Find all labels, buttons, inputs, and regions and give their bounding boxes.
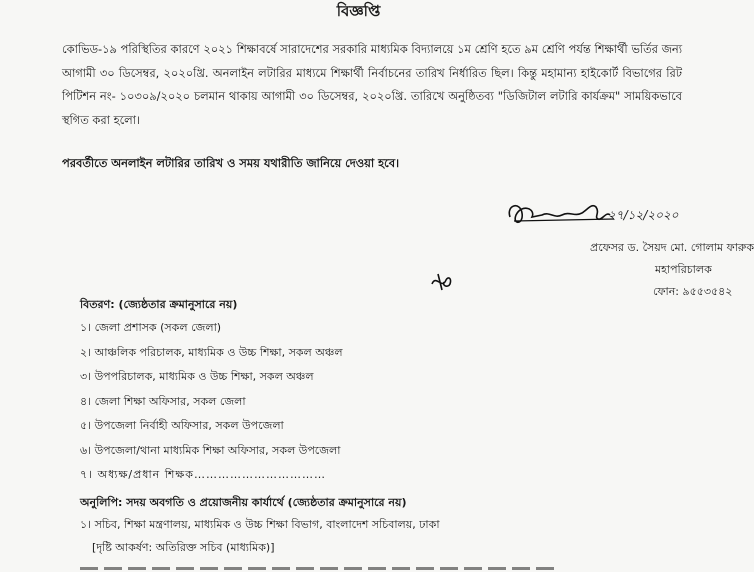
paragraph-text: পরবর্তীতে অনলাইন লটারির তারিখ ও সময় যথারীতি জানিয়ে দেওয়া হবে। [62, 156, 400, 170]
list-item: ১। জেলা প্রশাসক (সকল জেলা) [80, 321, 222, 334]
list-item: ৪। জেলা শিক্ষা অফিসার, সকল জেলা [80, 394, 246, 408]
distribution-heading: বিতরণ: (জ্যেষ্ঠতার ক্রমানুসারে নয়) [80, 298, 238, 311]
signatory-name: প্রফেসর ড. সৈয়দ মো. গোলাম ফারুক [590, 241, 754, 254]
notice-paragraph-main [62, 38, 682, 132]
copy-list [80, 492, 680, 560]
list-item: ৩। উপপরিচালক, মাধ্যমিক ও উচ্চ শিক্ষা, সকল অঞ্চল [80, 370, 314, 383]
list-item: ৭। অধ্যক্ষ/প্রধান শিক্ষক…………………………… [80, 468, 326, 481]
list-item: ১। সচিব, শিক্ষা মন্ত্রণালয়, মাধ্যমিক ও উচ্চ শিক্ষা বিভাগ, বাংলাদেশ সচিবালয়, ঢাকা [80, 518, 440, 531]
signature-date: ২৭/১২/২০২০ [608, 208, 679, 222]
distribution-list [80, 294, 680, 488]
signatory-phone: ফোন: ৯৫৫৩৫৪২ [653, 285, 733, 298]
signatory-designation: মহাপরিচালক [655, 263, 712, 276]
initial-scribble [428, 270, 458, 294]
list-item: ৬। উপজেলা/থানা মাধ্যমিক শিক্ষা অফিসার, সকল উপজেলা [80, 443, 341, 457]
copy-heading: অনুলিপি: সদয় অবগতি ও প্রয়োজনীয় কার্যার্থে (জ্যেষ্ঠতার ক্রমানুসারে নয়) [80, 496, 407, 509]
paragraph-text: কোভিড-১৯ পরিস্থিতির কারণে ২০২১ শিক্ষাবর্ষে সারাদেশের সরকারি মাধ্যমিক বিদ্যালয়ে ১ম শ্রেণি হতে ৯ম শ্রেণি পর্যন্ত শিক্ষার্থী ভর্তির জন্য আগামী ৩০ ডিসেম্বর, ২০২০খ্রি. অনলাইন লটারির মাধ্যমে শিক্ষার্থী নির্বাচনের তারিখ নির্ধারিত ছিল। কিন্তু মহামান্য হাইকোর্ট বিভাগের রিট পিটিশন নং- ১০৩০৯/২০২০ চলমান থাকায় আগামী ৩০ ডিসেম্বর, ২০২০খ্রি. তারিখে অনুষ্ঠিতব্য "ডিজিটাল লটারি কার্যক্রম" সাময়িকভাবে স্থগিত করা হলো। [62, 42, 682, 127]
list-item: ৫। উপজেলা নির্বাহী অফিসার, সকল উপজেলা [80, 419, 284, 432]
notice-paragraph-followup [62, 152, 682, 176]
list-item: ২। আঞ্চলিক পরিচালক, মাধ্যমিক ও উচ্চ শিক্ষা, সকল অঞ্চল [80, 345, 343, 359]
list-item-note: [দৃষ্টি আকর্ষণ: অতিরিক্ত সচিব (মাধ্যমিক)] [92, 541, 275, 554]
notice-title: বিজ্ঞপ্তি [336, 2, 381, 20]
cropped-next-line [80, 562, 560, 572]
signature-block [440, 195, 754, 305]
